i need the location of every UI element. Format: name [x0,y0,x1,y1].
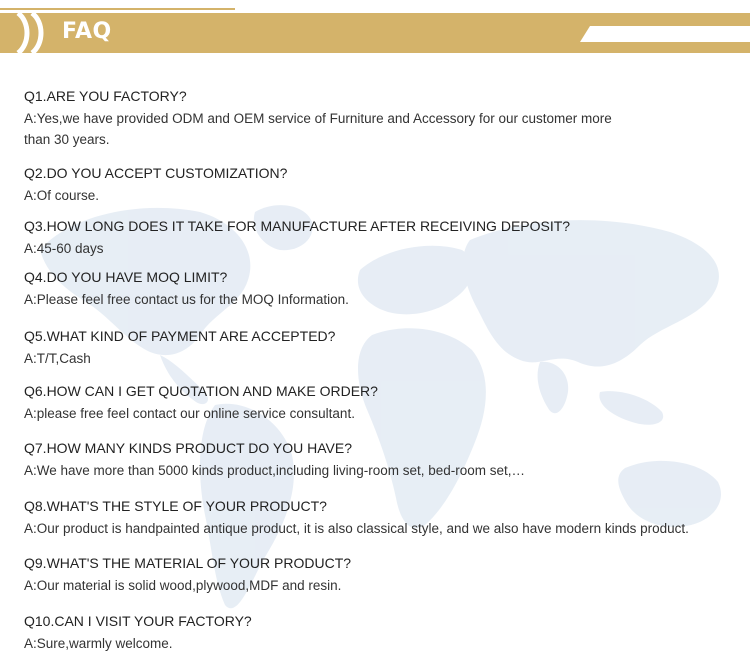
faq-item [24,87,739,150]
faq-answer: A:Please feel free contact us for the MOQ Information. [24,292,349,307]
faq-item [24,554,739,596]
faq-question: Q10.CAN I VISIT YOUR FACTORY? [24,613,252,629]
faq-item [24,217,739,259]
faq-question: Q4.DO YOU HAVE MOQ LIMIT? [24,269,228,285]
faq-question: Q8.WHAT'S THE STYLE OF YOUR PRODUCT? [24,498,327,514]
faq-answer: A:Of course. [24,188,100,203]
faq-item [24,439,739,481]
faq-item [24,612,739,654]
faq-answer: A:T/T,Cash [24,351,91,366]
faq-answer: A:please free feel contact our online service consultant. [24,406,355,421]
faq-header-banner [0,0,750,56]
faq-item [24,327,739,369]
faq-answer: A:45-60 days [24,241,104,256]
header-white-stripe [580,26,750,42]
faq-question: Q1.ARE YOU FACTORY? [24,88,187,104]
faq-answer: A:Our product is handpainted antique product, it is also classical style, and we also have modern kinds product. [24,521,689,536]
header-graphic [0,0,750,56]
faq-title: FAQ [62,19,112,44]
faq-question: Q6.HOW CAN I GET QUOTATION AND MAKE ORDER? [24,383,378,399]
header-top-line [0,8,235,10]
faq-question: Q3.HOW LONG DOES IT TAKE FOR MANUFACTURE AFTER RECEIVING DEPOSIT? [24,218,571,234]
faq-answer: A:Sure,warmly welcome. [24,636,173,651]
faq-question: Q5.WHAT KIND OF PAYMENT ARE ACCEPTED? [24,328,336,344]
faq-item [24,382,739,424]
faq-question: Q7.HOW MANY KINDS PRODUCT DO YOU HAVE? [24,440,353,456]
faq-answer: A:Yes,we have provided ODM and OEM service of Furniture and Accessory for our customer more than 30 years. [24,111,612,147]
faq-item [24,164,739,206]
faq-item [24,268,739,310]
faq-question: Q2.DO YOU ACCEPT CUSTOMIZATION? [24,165,288,181]
faq-item [24,497,739,539]
faq-answer: A:We have more than 5000 kinds product,including living-room set, bed-room set,… [24,463,526,478]
faq-question: Q9.WHAT'S THE MATERIAL OF YOUR PRODUCT? [24,555,352,571]
faq-answer: A:Our material is solid wood,plywood,MDF and resin. [24,578,342,593]
